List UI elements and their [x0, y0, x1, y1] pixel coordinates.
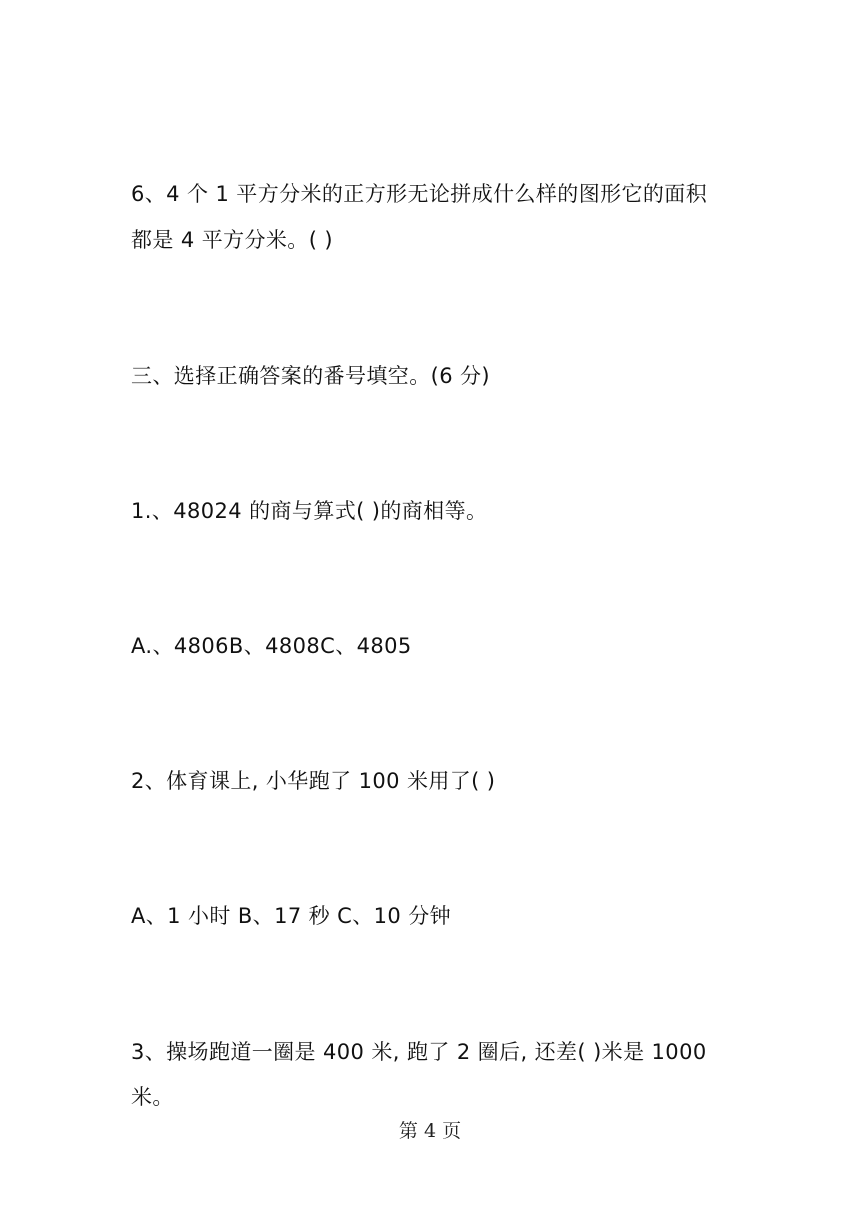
question-3-line-1: 3、操场跑道一圈是 400 米, 跑了 2 圈后, 还差( )米是 1000 — [131, 1040, 707, 1064]
question-1-options: A.、4806B、4808C、4805 — [131, 634, 412, 658]
question-6-line-2: 都是 4 平方分米。( ) — [131, 228, 333, 252]
question-3-line-2: 米。 — [131, 1085, 174, 1109]
page-number-footer: 第 4 页 — [398, 1120, 462, 1142]
question-2-options: A、1 小时 B、17 秒 C、10 分钟 — [131, 904, 452, 928]
section-3-heading: 三、选择正确答案的番号填空。(6 分) — [131, 364, 491, 388]
question-6-line-1: 6、4 个 1 平方分米的正方形无论拼成什么样的图形它的面积 — [131, 182, 708, 206]
question-2-text: 2、体育课上, 小华跑了 100 米用了( ) — [131, 769, 496, 793]
question-1-text: 1.、48024 的商与算式( )的商相等。 — [131, 499, 488, 523]
